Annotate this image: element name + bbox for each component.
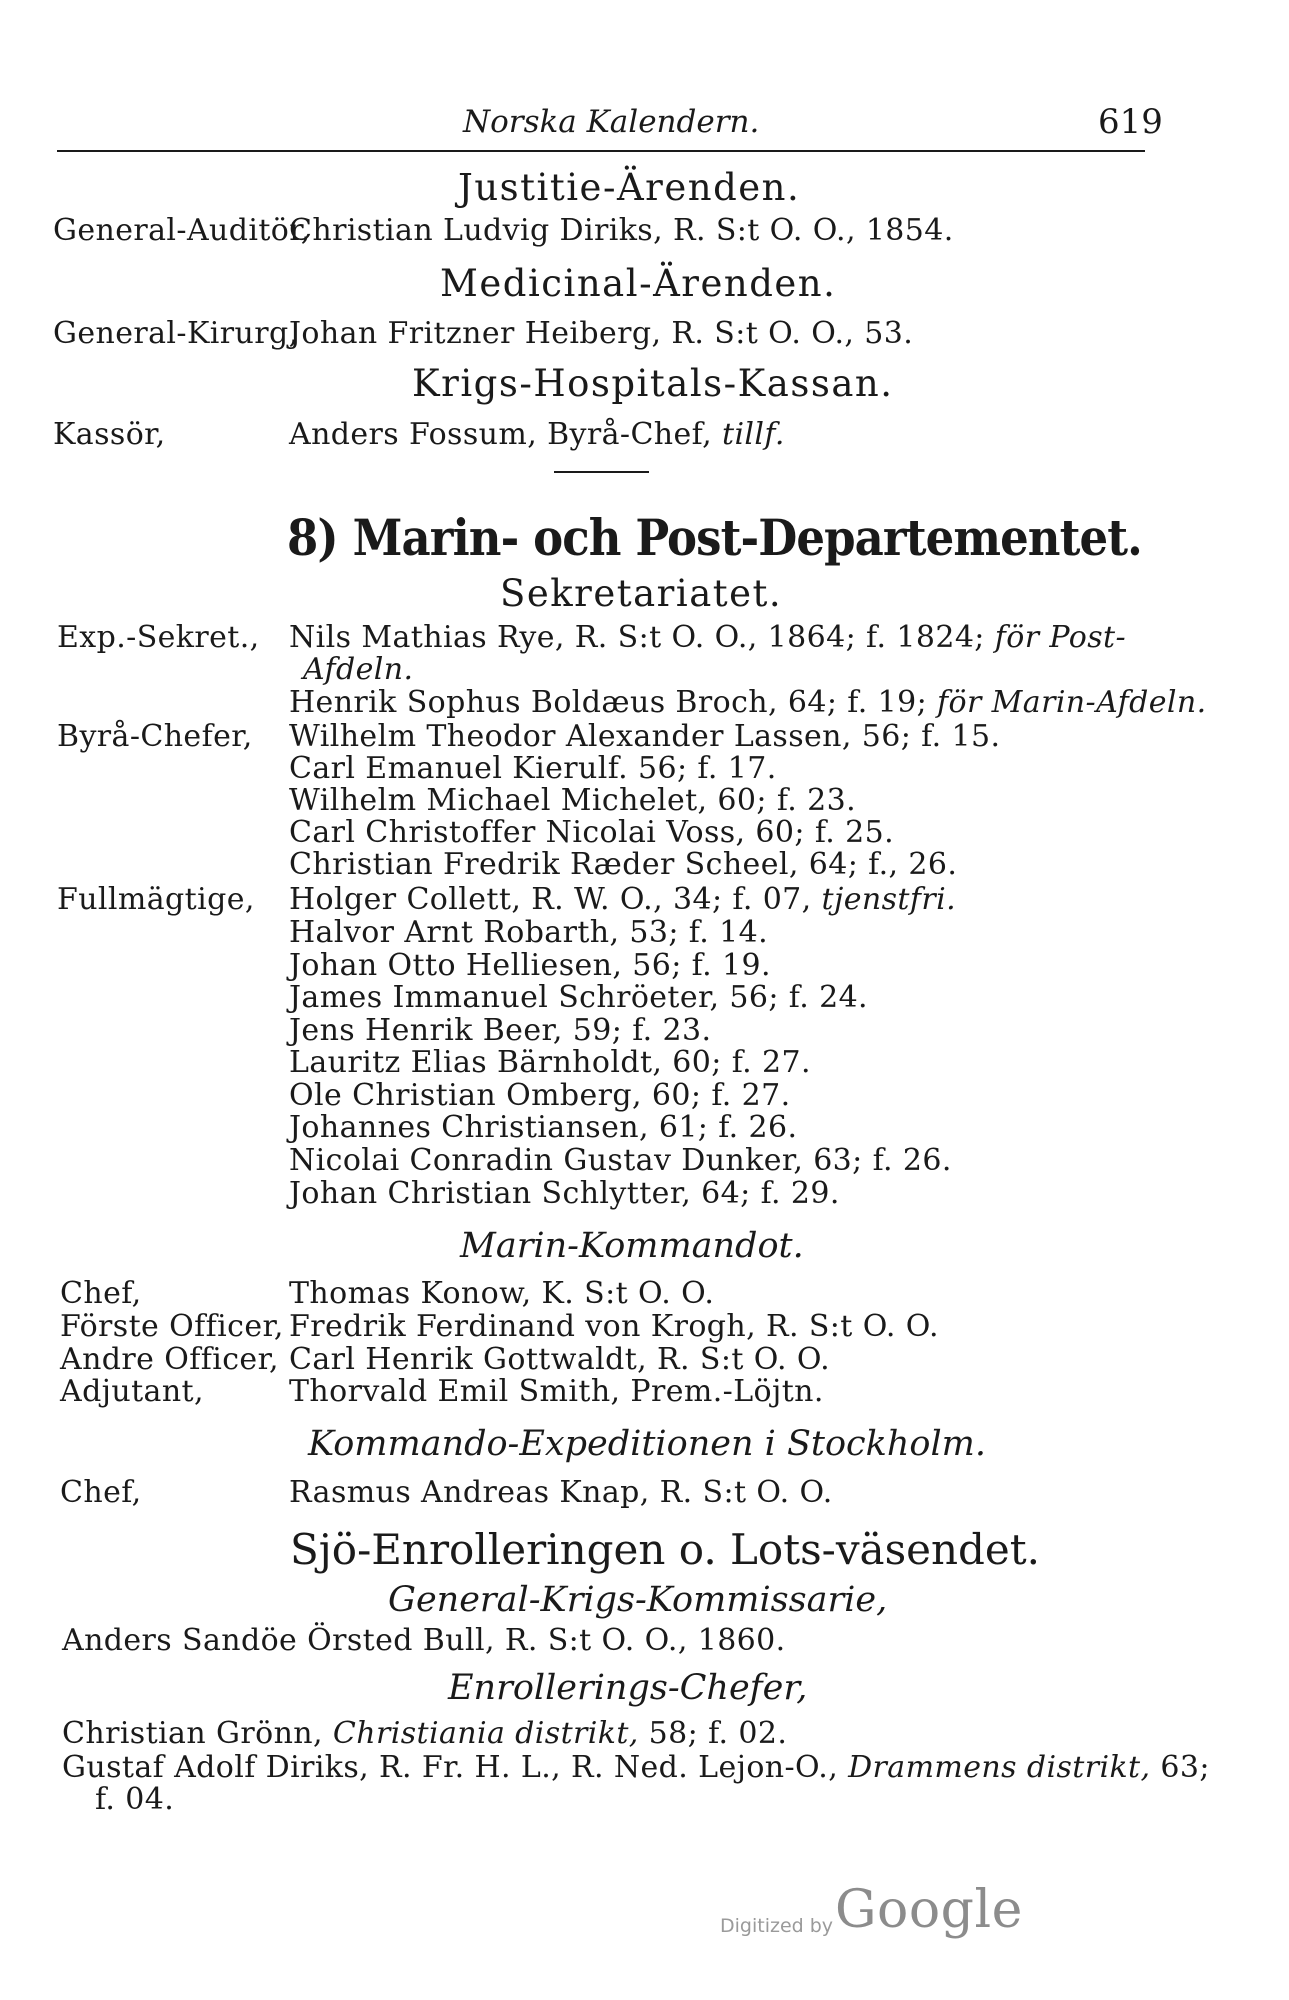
digitized-by-text: Digitized by xyxy=(720,1915,834,1937)
entry-text-italic: för Marin-Afdeln. xyxy=(937,685,1207,720)
section-heading-sjo-enrolleringen: Sjö-Enrolleringen o. Lots-väsendet. xyxy=(290,1525,1041,1574)
department-heading xyxy=(287,508,1142,567)
entry-text-continuation: f. 04. xyxy=(95,1782,175,1817)
subheading-general-krigs-kommissarie: General-Krigs-Kommissarie, xyxy=(388,1580,888,1620)
entry-text-italic: tillf. xyxy=(721,417,785,452)
name-entry: Fredrik Ferdinand von Krogh, R. S:t O. O. xyxy=(289,1309,939,1344)
entry-text xyxy=(289,685,1207,720)
name-entry: Jens Henrik Beer, 59; f. 23. xyxy=(289,1013,712,1048)
role-label: Kassör, xyxy=(53,417,166,452)
section-heading-justitie: Justitie-Ärenden. xyxy=(458,166,801,209)
name-entry: Nicolai Conradin Gustav Dunker, 63; f. 26. xyxy=(289,1143,952,1178)
entry-text-roman: Christian Grönn, xyxy=(62,1716,323,1751)
entry-text xyxy=(289,620,1126,655)
entry-text: Johan Fritzner Heiberg, R. S:t O. O., 53. xyxy=(289,316,914,351)
role-label: General-Kirurg, xyxy=(53,316,299,351)
name-entry xyxy=(289,882,956,917)
entry-text-italic: Drammens distrikt, xyxy=(848,1750,1151,1785)
department-name: Marin- och Post-Departementet. xyxy=(352,508,1142,567)
role-label: Andre Officer, xyxy=(60,1342,279,1377)
entry-text-roman: Nils Mathias Rye, R. S:t O. O., 1864; f. 1824; xyxy=(289,620,985,655)
name-entry: Wilhelm Theodor Alexander Lassen, 56; f. 15. xyxy=(289,719,1001,754)
entry-text-roman: Holger Collett, R. W. O., 34; f. 07, xyxy=(289,882,812,917)
entry-text-italic: Christiania distrikt, xyxy=(332,1716,639,1751)
entry-text-continuation: Afdeln. xyxy=(303,652,414,687)
name-entry: Carl Henrik Gottwaldt, R. S:t O. O. xyxy=(289,1342,831,1377)
name-entry: Johannes Christiansen, 61; f. 26. xyxy=(289,1110,798,1145)
name-entry xyxy=(62,1750,1210,1785)
name-entry: Anders Sandöe Örsted Bull, R. S:t O. O., 1860. xyxy=(62,1623,786,1658)
role-label: Chef, xyxy=(60,1475,142,1510)
name-entry xyxy=(62,1716,787,1751)
department-number: 8) xyxy=(287,508,338,567)
section-heading-sekretariatet: Sekretariatet. xyxy=(500,572,783,615)
entry-text-roman: Gustaf Adolf Diriks, R. Fr. H. L., R. Ned. Lejon-O., xyxy=(62,1750,839,1785)
role-label: Byrå-Chefer, xyxy=(57,719,253,754)
name-entry: Thomas Konow, K. S:t O. O. xyxy=(289,1276,715,1311)
section-heading-krigs-hospitals: Krigs-Hospitals-Kassan. xyxy=(412,362,894,405)
entry-text: Christian Ludvig Diriks, R. S:t O. O., 1854. xyxy=(289,213,954,248)
entry-text-roman: Anders Fossum, Byrå-Chef, xyxy=(289,417,713,452)
name-entry: James Immanuel Schröeter, 56; f. 24. xyxy=(289,980,868,1015)
header-rule xyxy=(57,150,1145,152)
name-entry: Thorvald Emil Smith, Prem.-Löjtn. xyxy=(289,1374,824,1409)
name-entry: Carl Emanuel Kierulf. 56; f. 17. xyxy=(289,751,777,786)
entry-text-italic: för Post- xyxy=(994,620,1127,655)
role-label: Förste Officer, xyxy=(60,1309,284,1344)
name-entry: Johan Otto Helliesen, 56; f. 19. xyxy=(289,948,771,983)
name-entry: Carl Christoffer Nicolai Voss, 60; f. 25. xyxy=(289,815,895,850)
role-label: Exp.-Sekret., xyxy=(57,620,260,655)
name-entry: Johan Christian Schlytter, 64; f. 29. xyxy=(289,1176,840,1211)
page-number: 619 xyxy=(1098,102,1163,142)
entry-text xyxy=(289,417,785,452)
name-entry: Christian Fredrik Ræder Scheel, 64; f., 26. xyxy=(289,847,958,882)
name-entry: Lauritz Elias Bärnholdt, 60; f. 27. xyxy=(289,1045,811,1080)
running-title: Norska Kalendern. xyxy=(463,104,760,140)
section-divider xyxy=(554,471,649,473)
name-entry: Wilhelm Michael Michelet, 60; f. 23. xyxy=(289,783,857,818)
name-entry: Rasmus Andreas Knap, R. S:t O. O. xyxy=(289,1475,833,1510)
name-entry: Ole Christian Omberg, 60; f. 27. xyxy=(289,1078,791,1113)
entry-text-roman: 58; f. 02. xyxy=(648,1716,788,1751)
section-heading-medicinal: Medicinal-Ärenden. xyxy=(440,262,837,305)
section-heading-kommando-expeditionen: Kommando-Expeditionen i Stockholm. xyxy=(308,1424,986,1464)
role-label: Adjutant, xyxy=(60,1374,204,1409)
section-heading-marin-kommandot: Marin-Kommandot. xyxy=(460,1226,804,1266)
role-label: Fullmägtige, xyxy=(57,882,255,917)
role-label: General-Auditör, xyxy=(53,213,311,248)
entry-text-italic: tjenstfri. xyxy=(821,882,957,917)
subheading-enrollerings-chefer: Enrollerings-Chefer, xyxy=(448,1668,808,1708)
entry-text-roman: 63; xyxy=(1160,1750,1210,1785)
entry-text-roman: Henrik Sophus Boldæus Broch, 64; f. 19; xyxy=(289,685,928,720)
google-logo: Google xyxy=(835,1880,1023,1940)
name-entry: Halvor Arnt Robarth, 53; f. 14. xyxy=(289,915,769,950)
role-label: Chef, xyxy=(60,1276,142,1311)
